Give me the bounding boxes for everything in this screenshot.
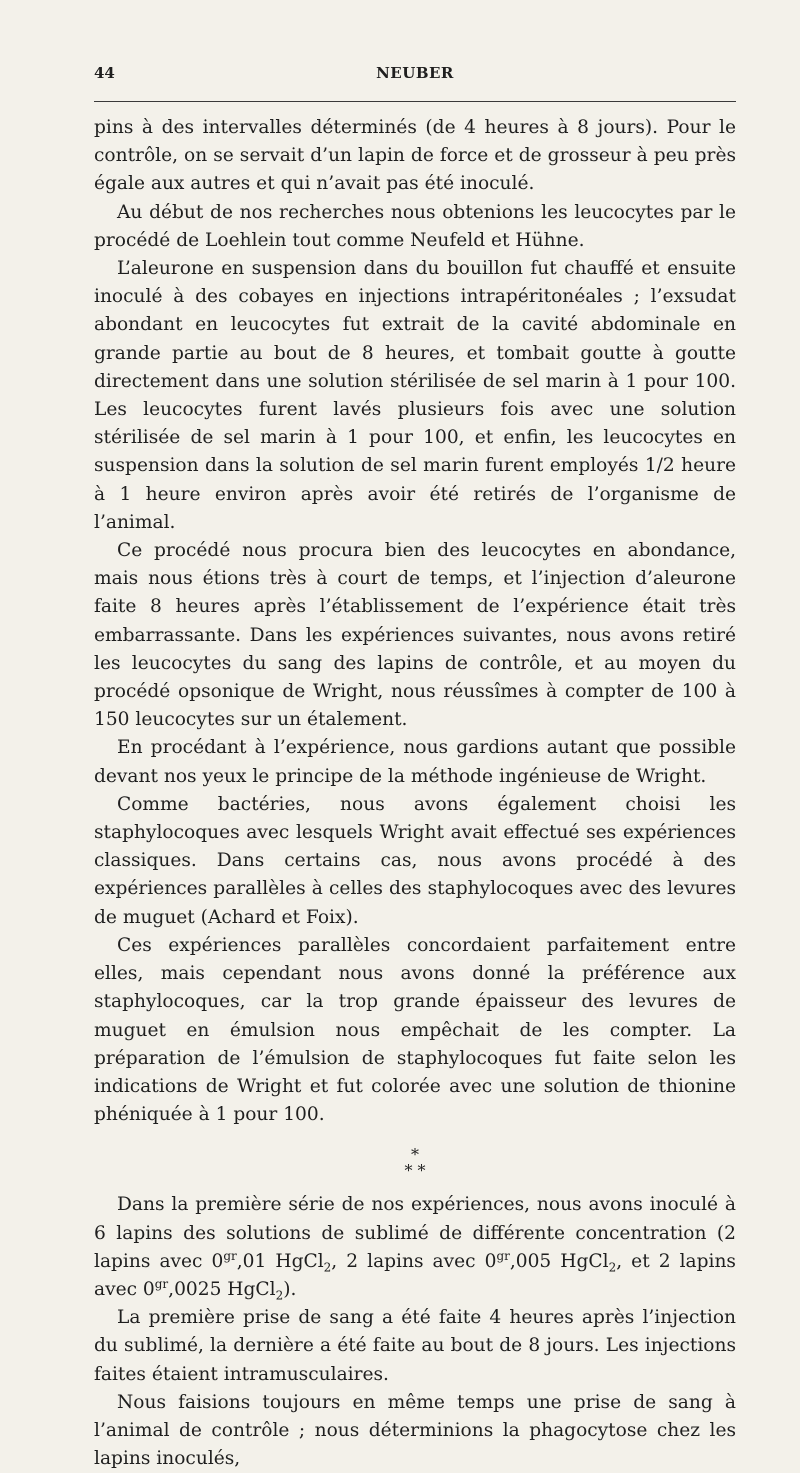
page-header <box>94 64 736 88</box>
body-text <box>94 114 736 1473</box>
paragraph: Ces expériences parallèles concordaient parfaitement entre elles, mais cependant nous avons donné la préférence aux staphylocoques, car la trop grande épaisseur des levures de muguet en émulsion nous empêchait de les compter. La préparation de l’émulsion de staphylocoques fut faite selon les indications de Wright et fut colorée avec une solution de thionine phéniquée à 1 pour 100. <box>94 934 736 1126</box>
paragraph: L’aleurone en suspension dans du bouillon fut chauffé et ensuite inoculé à des cobayes en injections intrapéritonéales ; l’exsudat abondant en leucocytes fut extrait de la cavité abdominale en grande partie au bout de 8 heures, et tombait goutte à goutte directement dans une solution stérilisée de sel marin à 1 pour 100. Les leucocytes furent lavés plusieurs fois avec une solution stérilisée de sel marin à 1 pour 100, et enfin, les leucocytes en suspension dans la solution de sel marin furent employés 1/2 heure à 1 heure environ après avoir été retirés de l’organisme de l’animal. <box>94 258 736 533</box>
paragraph: pins à des intervalles déterminés (de 4 heures à 8 jours). Pour le contrôle, on se servait d’un lapin de force et de grosseur à peu près égale aux autres et qui n’avait pas été inoculé. <box>94 117 736 195</box>
paragraph: En procédant à l’expérience, nous gardions autant que possible devant nos yeux le principe de la méthode ingénieuse de Wright. <box>94 737 736 787</box>
section-separator <box>94 1147 736 1179</box>
paragraph: Nous faisions toujours en même temps une prise de sang à l’animal de contrôle ; nous déterminions la phagocytose chez les lapins inoculés, <box>94 1391 736 1470</box>
header-rule <box>94 101 736 102</box>
paragraph-first-series: Dans la première série de nos expériences, nous avons inoculé à 6 lapins des solutions de sublimé de différente concentration (2 lapins avec $0^{gr},01$ HgCl$_2$, 2 lapins avec $0^{gr},005$ HgCl$_2$, et 2 lapins avec $0^{gr},0025$ HgCl$_2$). <box>94 1194 736 1303</box>
paragraph: Au début de nos recherches nous obtenions les leucocytes par le procédé de Loehlein tout comme Neufeld et Hühne. <box>94 201 736 251</box>
asterisk-top: * <box>411 1145 419 1165</box>
paragraph: Ce procédé nous procura bien des leucocytes en abondance, mais nous étions très à court de temps, et l’injection d’aleurone faite 8 heures après l’établissement de l’expérience était très embarrassante. Dans les expériences suivantes, nous avons retiré les leucocytes du sang des lapins de contrôle, et au moyen du procédé opsonique de Wright, nous réussîmes à compter de 100 à 150 leucocytes sur un étalement. <box>94 540 736 731</box>
page-number: 44 <box>94 64 115 82</box>
running-title: NEUBER <box>376 64 454 82</box>
paragraph: Comme bactéries, nous avons également choisi les staphylocoques avec lesquels Wright avait effectué ses expériences classiques. Dans certains cas, nous avons procédé à des expériences parallèles à celles des staphylocoques avec des levures de muguet (Achard et Foix). <box>94 793 736 928</box>
asterisk-bottom: * * <box>404 1161 426 1181</box>
paragraph: La première prise de sang a été faite 4 heures après l’injection du sublimé, la dernière a été faite au bout de 8 jours. Les injections faites étaient intramusculaires. <box>94 1307 736 1385</box>
